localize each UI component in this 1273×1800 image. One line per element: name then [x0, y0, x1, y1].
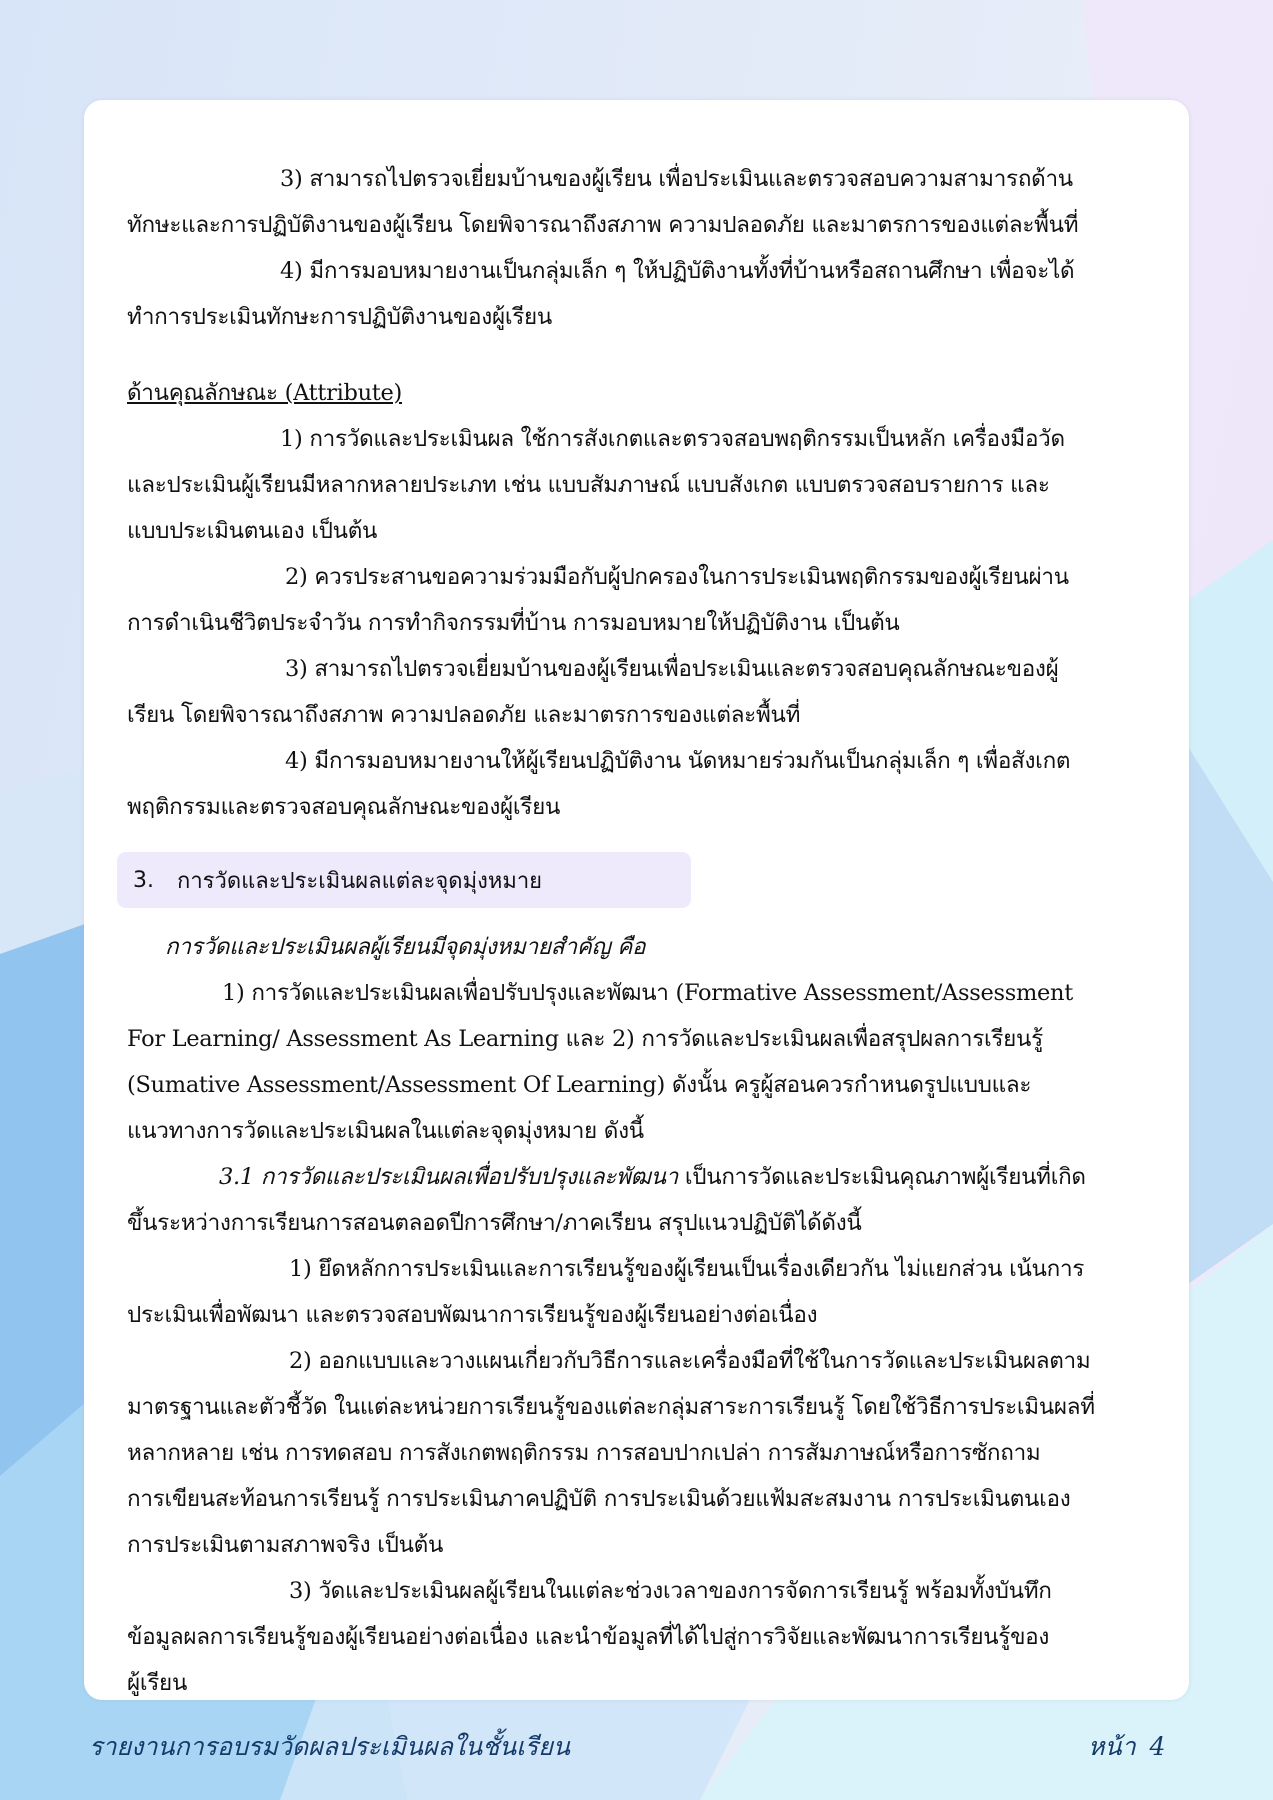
paragraph-line: ข้อมูลผลการเรียนรู้ของผู้เรียนอย่างต่อเนื่อง และนำข้อมูลที่ได้ไปสู่การวิจัยและพัฒนาการเรียนรู้ของ	[127, 1624, 1050, 1650]
paragraph-line: 3) สามารถไปตรวจเยี่ยมบ้านของผู้เรียนเพื่อประเมินและตรวจสอบคุณลักษณะของผู้	[285, 656, 1059, 682]
paragraph-line: และประเมินผู้เรียนมีหลากหลายประเภท เช่น แบบสัมภาษณ์ แบบสังเกต แบบตรวจสอบรายการ และ	[127, 472, 1050, 498]
paragraph-line: พฤติกรรมและตรวจสอบคุณลักษณะของผู้เรียน	[127, 794, 561, 820]
paragraph-line: เรียน โดยพิจารณาถึงสภาพ ความปลอดภัย และมาตรการของแต่ละพื้นที่	[127, 702, 801, 728]
document-body	[127, 156, 1137, 1706]
paragraph-line: 2) ควรประสานขอความร่วมมือกับผู้ปกครองในการประเมินพฤติกรรมของผู้เรียนผ่าน	[285, 564, 1069, 590]
paragraph-line: การดำเนินชีวิตประจำวัน การทำกิจกรรมที่บ้าน การมอบหมายให้ปฏิบัติงาน เป็นต้น	[127, 610, 900, 636]
section-3-heading	[117, 852, 691, 908]
paragraph-line: 4) มีการมอบหมายงานให้ผู้เรียนปฏิบัติงาน นัดหมายร่วมกันเป็นกลุ่มเล็ก ๆ เพื่อสังเกต	[285, 748, 1071, 774]
paragraph-line: การเขียนสะท้อนการเรียนรู้ การประเมินภาคปฏิบัติ การประเมินด้วยแฟ้มสะสมงาน การประเมินตนเอง	[127, 1486, 1071, 1512]
paragraph-line: 1) การวัดและประเมินผลเพื่อปรับปรุงและพัฒนา (Formative Assessment/Assessment	[222, 980, 1073, 1006]
paragraph-line: 1) การวัดและประเมินผล ใช้การสังเกตและตรวจสอบพฤติกรรมเป็นหลัก เครื่องมือวัด	[280, 426, 1065, 452]
paragraph-line: ผู้เรียน	[127, 1670, 188, 1696]
paragraph-line: แนวทางการวัดและประเมินผลในแต่ละจุดมุ่งหมาย ดังนี้	[127, 1118, 644, 1144]
paragraph-line: ทักษะและการปฏิบัติงานของผู้เรียน โดยพิจารณาถึงสภาพ ความปลอดภัย และมาตรการของแต่ละพื้นที่	[127, 212, 1079, 238]
subsection-3-1-desc: เป็นการวัดและประเมินคุณภาพผู้เรียนที่เกิด	[678, 1164, 1086, 1190]
paragraph-line: มาตรฐานและตัวชี้วัด ในแต่ละหน่วยการเรียนรู้ของแต่ละกลุ่มสาระการเรียนรู้ โดยใช้วิธีการประเมินผลที่	[127, 1394, 1095, 1420]
section-title: การวัดและประเมินผลแต่ละจุดมุ่งหมาย	[177, 868, 543, 894]
list-item: 2) ออกแบบและวางแผนเกี่ยวกับวิธีการและเครื่องมือที่ใช้ในการวัดและประเมินผลตาม	[289, 1348, 1091, 1374]
paragraph-line: การประเมินตามสภาพจริง เป็นต้น	[127, 1532, 444, 1558]
list-item: 1) ยึดหลักการประเมินและการเรียนรู้ของผู้เรียนเป็นเรื่องเดียวกัน ไม่แยกส่วน เน้นการ	[289, 1256, 1085, 1282]
paragraph-line: 3) สามารถไปตรวจเยี่ยมบ้านของผู้เรียน เพื่อประเมินและตรวจสอบความสามารถด้าน	[280, 166, 1073, 192]
subsection-3-1-title	[127, 1154, 1137, 1200]
page-number: หน้า 4	[1088, 1732, 1166, 1761]
paragraph-line: ทำการประเมินทักษะการปฏิบัติงานของผู้เรียน	[127, 304, 552, 330]
subsection-3-1-label: 3.1 การวัดและประเมินผลเพื่อปรับปรุงและพัฒนา	[219, 1164, 679, 1190]
paragraph-line: (Sumative Assessment/Assessment Of Learning) ดังนั้น ครูผู้สอนควรกำหนดรูปแบบและ	[127, 1072, 1032, 1098]
paragraph-line: ขึ้นระหว่างการเรียนการสอนตลอดปีการศึกษา/ภาคเรียน สรุปแนวปฏิบัติได้ดังนี้	[127, 1210, 862, 1236]
paragraph-line: แบบประเมินตนเอง เป็นต้น	[127, 518, 378, 544]
attribute-heading: ด้านคุณลักษณะ (Attribute)	[127, 380, 403, 406]
section3-intro: การวัดและประเมินผลผู้เรียนมีจุดมุ่งหมายสำคัญ คือ	[165, 934, 646, 960]
paragraph-line: หลากหลาย เช่น การทดสอบ การสังเกตพฤติกรรม การสอบปากเปล่า การสัมภาษณ์หรือการซักถาม	[127, 1440, 1041, 1466]
paragraph-line: 4) มีการมอบหมายงานเป็นกลุ่มเล็ก ๆ ให้ปฏิบัติงานทั้งที่บ้านหรือสถานศึกษา เพื่อจะได้	[280, 258, 1075, 284]
footer-report-title: รายงานการอบรมวัดผลประเมินผลในชั้นเรียน	[89, 1732, 570, 1761]
list-item: 3) วัดและประเมินผลผู้เรียนในแต่ละช่วงเวลาของการจัดการเรียนรู้ พร้อมทั้งบันทึก	[289, 1578, 1052, 1604]
paragraph-line: ประเมินเพื่อพัฒนา และตรวจสอบพัฒนาการเรียนรู้ของผู้เรียนอย่างต่อเนื่อง	[127, 1302, 818, 1328]
paragraph-line: For Learning/ Assessment As Learning และ 2) การวัดและประเมินผลเพื่อสรุปผลการเรียนรู้	[127, 1026, 1043, 1052]
section-number: 3.	[133, 867, 154, 893]
